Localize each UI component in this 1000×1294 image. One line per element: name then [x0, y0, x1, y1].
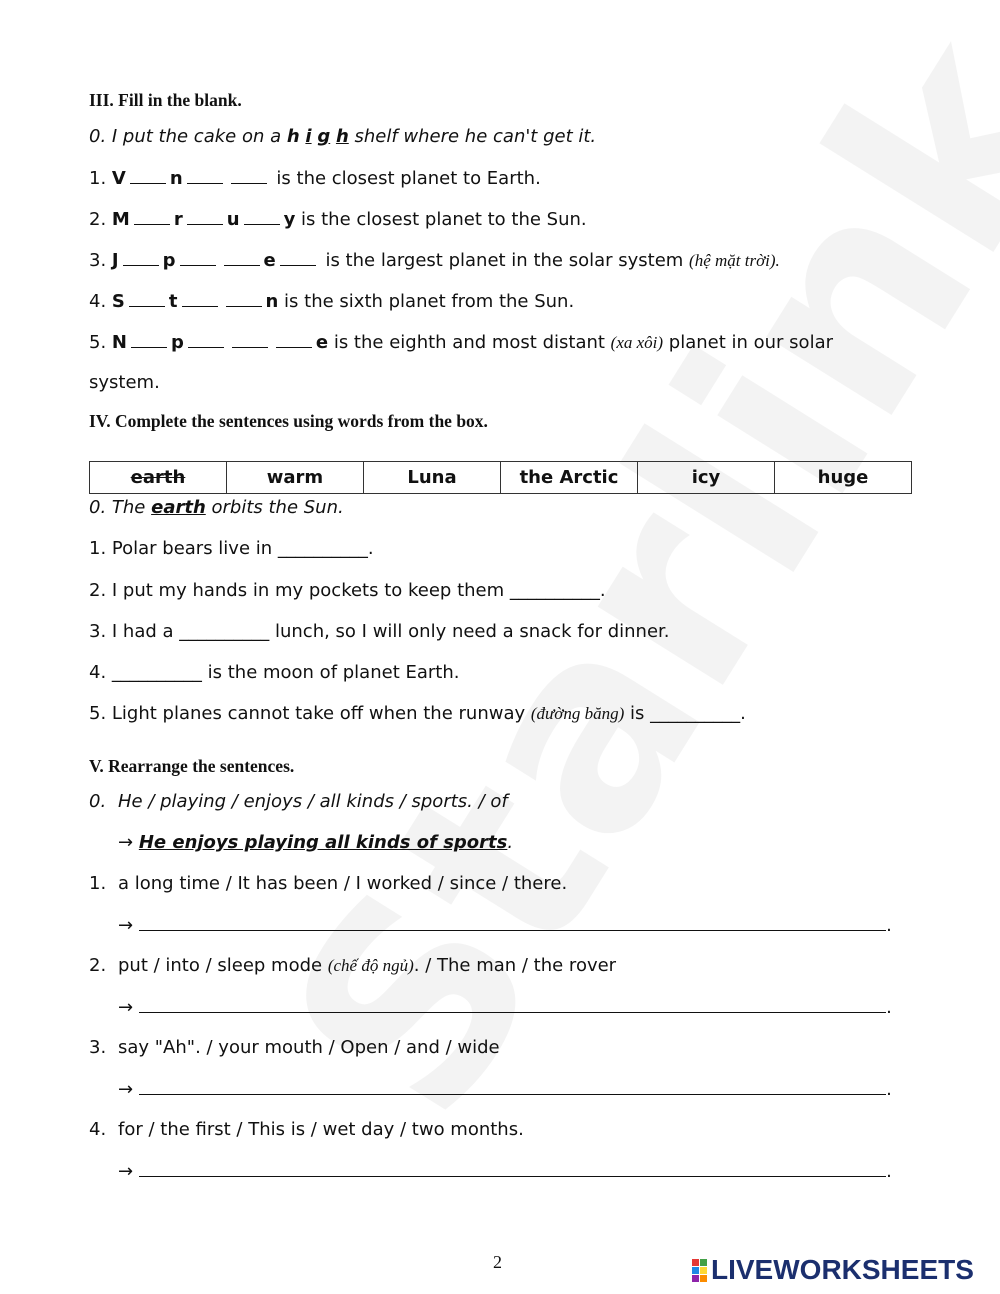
blank[interactable]: [130, 167, 166, 184]
blank[interactable]: [134, 208, 170, 225]
word-box-cell: Luna: [364, 462, 501, 494]
q5-item-3: 3. say "Ah". / your mouth / Open / and / wide: [89, 1037, 500, 1058]
blank[interactable]: [180, 249, 216, 266]
word-box-cell: huge: [775, 462, 912, 494]
blank[interactable]: [182, 290, 218, 307]
blank[interactable]: [187, 167, 223, 184]
q3-item-3: 3. J p e is the largest planet in the solar system (hệ mặt trời).: [89, 250, 780, 271]
q3-item-2: 2. M r u y is the closest planet to the Sun.: [89, 209, 587, 230]
q5-answer-line-4[interactable]: → .: [118, 1161, 892, 1182]
answer-blank[interactable]: __________: [277, 538, 368, 559]
word-box-cell: the Arctic: [501, 462, 638, 494]
q4-item-5: 5. Light planes cannot take off when the runway (đường băng) is __________.: [89, 703, 746, 724]
blank[interactable]: [276, 331, 312, 348]
section-5-heading: V. Rearrange the sentences.: [89, 756, 295, 776]
blank[interactable]: [232, 331, 268, 348]
answer-blank[interactable]: __________: [111, 662, 202, 683]
blank[interactable]: [187, 208, 223, 225]
arrow-icon: →: [118, 832, 134, 853]
blank[interactable]: [123, 249, 159, 266]
blank[interactable]: [226, 290, 262, 307]
q5-item-2: 2. put / into / sleep mode (chế độ ngủ). / The man / the rover: [89, 955, 617, 976]
section-4-heading: IV. Complete the sentences using words from the box.: [89, 411, 488, 431]
example-letter: i: [305, 126, 312, 147]
word-box: [89, 461, 912, 494]
q3-item-5: 5. N p e is the eighth and most distant (xa xôi) planet in our solar: [89, 332, 833, 353]
arrow-icon: →: [118, 1161, 134, 1182]
q5-answer-line-2[interactable]: → .: [118, 997, 892, 1018]
q5-answer-line-3[interactable]: → .: [118, 1079, 892, 1100]
q3-item-5-continued: system.: [89, 372, 160, 393]
section-3-heading: III. Fill in the blank.: [89, 90, 242, 110]
q4-item-1: 1. Polar bears live in __________.: [89, 538, 374, 559]
arrow-icon: →: [118, 1079, 134, 1100]
logo-icon: [692, 1259, 707, 1282]
section-5-example: 0. He / playing / enjoys / all kinds / sports. / of: [89, 791, 508, 812]
arrow-icon: →: [118, 997, 134, 1018]
q3-item-4: 4. S t n is the sixth planet from the Sun.: [89, 291, 575, 312]
answer-blank[interactable]: __________: [650, 703, 741, 724]
example-letter: g: [317, 126, 331, 147]
example-letter: h: [335, 126, 349, 147]
blank[interactable]: [280, 249, 316, 266]
q4-item-4: 4. __________ is the moon of planet Earth.: [89, 662, 460, 683]
blank[interactable]: [224, 249, 260, 266]
arrow-icon: →: [118, 915, 134, 936]
word-box-cell: icy: [638, 462, 775, 494]
logo-text: LIVEWORKSHEETS: [711, 1254, 974, 1285]
answer-blank[interactable]: __________: [509, 580, 600, 601]
q4-item-2: 2. I put my hands in my pockets to keep them __________.: [89, 580, 606, 601]
example-letter: h: [286, 126, 300, 147]
q3-item-1: 1. V n is the closest planet to Earth.: [89, 168, 541, 189]
blank[interactable]: [129, 290, 165, 307]
section-5-example-answer: → He enjoys playing all kinds of sports.: [118, 832, 514, 853]
blank[interactable]: [231, 167, 267, 184]
blank[interactable]: [131, 331, 167, 348]
blank[interactable]: [188, 331, 224, 348]
q4-item-3: 3. I had a __________ lunch, so I will only need a snack for dinner.: [89, 621, 670, 642]
q5-item-1: 1. a long time / It has been / I worked / since / there.: [89, 873, 568, 894]
q5-item-4: 4. for / the first / This is / wet day / two months.: [89, 1119, 524, 1140]
page-number: 2: [493, 1252, 502, 1272]
section-4-example: 0. The earth orbits the Sun.: [89, 497, 344, 518]
q5-answer-line-1[interactable]: → .: [118, 915, 892, 936]
section-3-example: 0. I put the cake on a h i g h shelf where he can't get it.: [89, 126, 597, 147]
word-box-cell: earth: [90, 462, 227, 494]
liveworksheets-logo[interactable]: [692, 1254, 974, 1286]
word-box-cell: warm: [227, 462, 364, 494]
answer-blank[interactable]: __________: [179, 621, 270, 642]
blank[interactable]: [244, 208, 280, 225]
